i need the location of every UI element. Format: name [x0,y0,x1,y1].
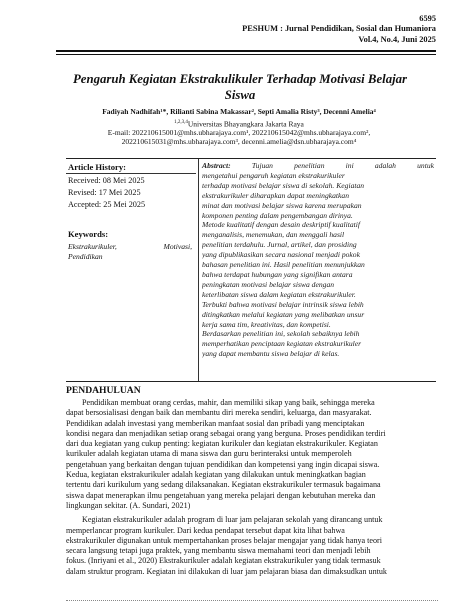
body-line: siswa dapat menerapkan ilmu pengetahuan yang mereka pelajari dengan kebutuhan mereka dan [66,490,376,500]
abstract-line: ekstrakurikuler diharapkan dapat meningkatkan [202,190,349,200]
article-history-heading: Article History: [68,162,126,172]
body-line: kurikuler adalah kegiatan utama di mana siswa dan guru berinteraksi untuk memperoleh [66,449,352,459]
paper-title [40,71,440,103]
email-line[interactable]: 202210615031@mhs.ubharajaya.com³, decenni.amelia@dsn.ubharajaya.com⁴ [121,137,357,147]
abstract-line: mengetahui pengaruh kegiatan ekstrakurikuler [202,170,345,180]
header-rule-thin [56,54,436,55]
abstract-word: adalah [374,161,396,170]
journal-volume: Vol.4, No.4, Juni 2025 [358,35,436,44]
header-rule-thick [56,50,436,52]
abstract-text [202,161,434,359]
body-line: secara langsung tetapi juga praktek, yang membantu siswa memahami teori dan menjadi lebih [66,546,371,556]
accepted-date: Accepted: 25 Mei 2025 [68,200,146,209]
affiliation-name: Universitas Bhayangkara Jakarta Raya [187,119,304,129]
revised-date: Revised: 17 Mei 2025 [68,188,141,197]
abstract-line: Terbukti bahwa motivasi belajar intrinsik siswa lebih [202,299,364,309]
abstract-line: yang dipublikasikan secara nasional menjadi pokok [202,250,360,260]
article-info-column [66,159,196,381]
body-line: dari dua kegiatan yang cukup penting: kegiatan kurikuler dan kegiatan ekstrakurikuler. Kegiatan [66,439,378,449]
body-line: tertentu dari kurikulum yang sedang dilaksanakan. Kegiatan ekstrakurikuler termasuk bagaimana [66,480,381,490]
abstract-line: memperhatikan penciptaan kegiatan ekstrakurikuler [202,339,362,349]
body-line: memperlancar program kurikuler. Dari kedua pendapat tersebut dapat kita lihat bahwa [66,525,345,535]
body-line: dalam struktur program. Kegiatan ini dilakukan di luar jam pelajaran biasa dan dimaksudkan untuk [66,566,387,576]
abstract-line: bahasan penelitian ini. Hasil penelitian menunjukkan [202,260,365,270]
abstract-divider [198,159,199,381]
body-line: fokus. (Inriyani et al., 2020) Ekstrakurikuler adalah kegiatan ekstrakurikuler yang tidak termasuk [66,556,381,566]
body-line: Pendidikan membuat orang cerdas, mahir, dan memiliki sikap yang baik, sehingga mereka [82,398,375,407]
abstract-word: untuk [417,161,434,170]
abstract-word: ini [345,161,354,170]
keywords-heading: Keywords: [68,229,109,239]
abstract-line: bahwa terdapat hubungan yang signifikan antara [202,269,353,279]
body-line: lingkungan sekitar. (A. Sundari, 2021) [66,500,191,510]
body-line: pengetahuan yang berkaitan dengan tujuan pendidikan dan kompetensi yang ingin dicapai siswa. [66,459,380,469]
keyword: Motivasi, [163,242,192,251]
abstract-line: Berdasarkan penelitian ini, sekolah sebaiknya lebih [202,329,360,339]
keyword: Ekstrakurikuler, [68,242,117,251]
abstract-line: ditingkatkan melalui kegiatan yang melibatkan unsur [202,309,365,319]
body-line: dapat bersosialisasi dengan baik dan membantu diri mereka sendiri, keluarga, dan masyarakat. [66,408,372,418]
abstract-word: Tujuan [251,161,273,170]
abstract-line: peningkatan motivasi belajar siswa dengan [202,279,335,289]
received-date: Received: 08 Mei 2025 [68,176,145,185]
affiliation-markers: 1,2,3,4 [174,120,188,125]
abstract-line: Metode kualitatif dengan desain deskriptif kualitatif [202,220,360,230]
abstract-line: yang dapat membantu siswa belajar di kelas. [202,349,340,359]
abstract-line: penelitian terdahulu. Jurnal, artikel, dan prosiding [202,240,357,250]
keyword: Pendidikan [68,252,103,261]
abstract-line: kerja sama tim, kreativitas, dan kompetisi. [202,319,331,329]
body-line: kondisi negara dan menjadikan setiap orang sebagai orang yang berguna. Proses pendidikan terdiri [66,428,386,438]
paper-title-line: Siswa [224,88,256,102]
body-line: Pendidikan adalah investasi yang memberikan manfaat sosial dan pribadi yang menciptakan [66,418,365,428]
abstract-line [202,161,434,171]
author-emails [50,128,428,146]
keywords-line [68,242,192,252]
body-line: Kegiatan ekstrakurikuler adalah program di luar jam pelajaran sekolah yang dirancang untuk [82,515,383,525]
author-list: Fadiyah Nadhifah¹*, Rilianti Sabina Makassar², Septi Amalia Risty³, Decenni Amelia⁴ [102,107,376,116]
abstract-line: minat dan motivasi belajar siswa karena merupakan [202,200,362,210]
abstract-label: Abstract: [202,161,231,170]
article-history-rule [66,173,196,174]
paper-title-line: Pengaruh Kegiatan Ekstrakulikuler Terhadap Motivasi Belajar [72,72,408,86]
body-line: Kedua, kegiatan ekstrakurikuler adalah kegiatan yang dilakukan untuk meningkatkan bagian [66,470,366,480]
page-number: 6595 [419,14,436,23]
abstract-line: menganalisis, menemukan, dan menggali hasil [202,230,345,240]
abstract-word: penelitian [294,161,325,170]
footer-rule [66,600,438,601]
abstract-line: terhadap motivasi belajar siswa di sekolah. Kegiatan [202,180,365,190]
journal-name: PESHUM : Jurnal Pendidikan, Sosial dan Humaniora [242,24,436,33]
body-text [66,398,438,577]
section-heading: PENDAHULUAN [66,385,141,396]
abstract-line: komponen penting dalam pengembangan dirinya. [202,210,353,220]
body-line: ekstrakurikuler digunakan untuk mempertahankan proses belajar mengajar yang tidak hanya teori [66,535,382,545]
keywords-list [68,242,192,262]
abstract-box [66,158,436,382]
abstract-line: keterlibatan siswa dalam kegiatan ekstrakurikuler. [202,289,356,299]
email-line[interactable]: E-mail: 202210615001@mhs.ubharajaya.com¹, 202210615042@mhs.ubharajaya.com², [107,128,371,137]
